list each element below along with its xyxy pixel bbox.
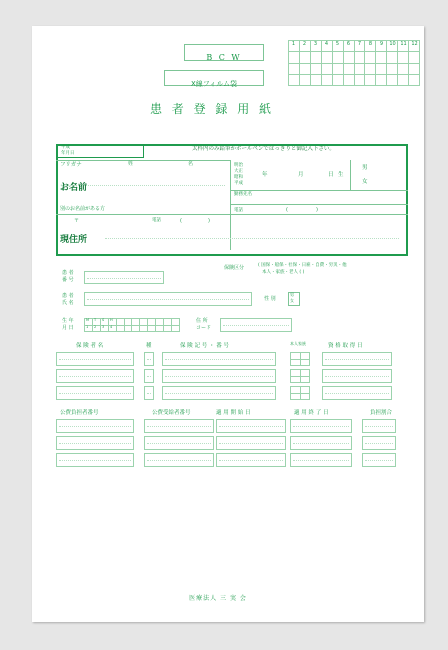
pub-header-start: 適 用 開 始 日 — [216, 410, 251, 416]
phone2-open: ( — [180, 218, 182, 224]
furigana-label: フリガナ — [60, 162, 82, 168]
pub-row-2-ratio[interactable] — [362, 436, 396, 450]
pub-row-2-recipient[interactable] — [144, 436, 214, 450]
dob-num-2: 2 — [94, 325, 97, 329]
ins-row-2-relation[interactable] — [290, 369, 310, 383]
era-taisho: 大正 — [234, 169, 243, 174]
pub-row-1-payer[interactable] — [56, 419, 134, 433]
grid-num: 1 — [291, 41, 296, 47]
name-label: お名前 — [60, 183, 88, 193]
grid-num: 9 — [379, 41, 384, 47]
phone2-close: ) — [208, 218, 210, 224]
pub-row-3-recipient[interactable] — [144, 453, 214, 467]
month-label: 月 — [298, 172, 304, 178]
insurance-types-2: 本人・家族・老人 ( ) — [262, 270, 305, 275]
dob-num-1: 1 — [86, 325, 89, 329]
ins-row-3-number[interactable] — [162, 386, 276, 400]
patient-name-label-1: 患 者 — [62, 293, 74, 299]
xray-film-box — [164, 70, 264, 86]
patient-no-label-1: 患 者 — [62, 270, 74, 276]
ins-header-relation: 本人家族 — [290, 341, 306, 346]
pub-header-ratio: 負担割合 — [370, 410, 393, 416]
ins-row-3-relation[interactable] — [290, 386, 310, 400]
dob-num-4: 4 — [110, 325, 113, 329]
postal-label: 〒 — [74, 218, 80, 224]
patient-no-label-2: 番 号 — [62, 277, 74, 283]
registration-form — [32, 26, 424, 622]
dob-label-1: 生 年 — [62, 318, 74, 324]
ins-row-2-acquired[interactable] — [322, 369, 392, 383]
sex-male: 男 — [290, 292, 294, 297]
phone2-label: 電話 — [152, 218, 161, 223]
ins-header-type: 種 — [146, 343, 152, 349]
grid-num: 12 — [411, 41, 418, 47]
grid-num: 2 — [302, 41, 307, 47]
era-heisei: 平成 — [234, 181, 243, 186]
female-label[interactable]: 女 — [362, 179, 368, 185]
dob-label-2: 月 日 — [62, 325, 74, 331]
grid-num: 4 — [324, 41, 329, 47]
male-label[interactable]: 男 — [362, 165, 368, 171]
sex-label: 性 別 — [264, 296, 276, 302]
ins-row-1-acquired[interactable] — [322, 352, 392, 366]
address-code-label-1: 住 所 — [196, 318, 208, 324]
sei-label: 姓 — [128, 161, 134, 167]
patient-no-field[interactable] — [84, 271, 164, 284]
date-ymd: 年月日 — [61, 151, 75, 156]
grid-num: 10 — [389, 41, 396, 47]
pub-row-1-ratio[interactable] — [362, 419, 396, 433]
phone1-label: 電話 — [234, 208, 243, 213]
dob-num-3: 3 — [102, 325, 105, 329]
pub-row-2-payer[interactable] — [56, 436, 134, 450]
patient-name-label-2: 氏 名 — [62, 300, 74, 306]
pub-row-3-start[interactable] — [216, 453, 286, 467]
grid-num: 7 — [357, 41, 362, 47]
address-code-field[interactable] — [220, 318, 292, 332]
pub-row-3-ratio[interactable] — [362, 453, 396, 467]
date-era: 平成 — [61, 145, 70, 150]
grid-num: 5 — [335, 41, 340, 47]
footer-org: 医療法人 三 実 会 — [189, 595, 247, 602]
day-label: 日 — [328, 172, 334, 178]
ins-row-2-number[interactable] — [162, 369, 276, 383]
ins-row-1-insurer[interactable] — [56, 352, 134, 366]
ins-row-2-insurer[interactable] — [56, 369, 134, 383]
dob-era-t: T — [94, 318, 97, 322]
ins-row-1-relation[interactable] — [290, 352, 310, 366]
pub-row-3-payer[interactable] — [56, 453, 134, 467]
dob-era-s: S — [102, 318, 105, 322]
address-field[interactable] — [102, 226, 402, 250]
era-showa: 昭和 — [234, 175, 243, 180]
mei-label: 名 — [188, 161, 194, 167]
pub-header-recipient: 公費受給者番号 — [152, 410, 191, 416]
pub-header-end: 適 用 終 了 日 — [294, 410, 329, 416]
dob-era-m: M — [86, 318, 90, 322]
ins-header-number: 保 険 記 号 ・ 番 号 — [180, 343, 229, 349]
phone1-close: ) — [316, 207, 318, 213]
grid-num: 3 — [313, 41, 318, 47]
name-field[interactable] — [58, 170, 228, 200]
ins-row-3-type[interactable] — [144, 386, 154, 400]
ins-header-acquired: 資 格 取 得 日 — [328, 343, 363, 349]
ins-row-1-number[interactable] — [162, 352, 276, 366]
alias-label: 別のお名前がある方 — [60, 206, 106, 212]
ins-header-insurer: 保 険 者 名 — [76, 343, 104, 349]
pub-row-2-start[interactable] — [216, 436, 286, 450]
birth-label: 生 — [338, 172, 344, 178]
ins-row-3-acquired[interactable] — [322, 386, 392, 400]
bcw-label: B C W — [206, 53, 242, 62]
ins-row-1-type[interactable] — [144, 352, 154, 366]
insurance-type-label: 保険区分 — [224, 265, 245, 271]
pub-row-1-recipient[interactable] — [144, 419, 214, 433]
ins-row-2-type[interactable] — [144, 369, 154, 383]
address-label: 現住所 — [60, 235, 88, 245]
grid-num: 8 — [368, 41, 373, 47]
address-code-label-2: コード — [196, 325, 212, 331]
grid-num: 11 — [400, 41, 407, 47]
grid-numbers — [288, 42, 420, 50]
dob-grid[interactable] — [84, 318, 180, 332]
sex-female: 女 — [290, 298, 294, 303]
ins-row-3-insurer[interactable] — [56, 386, 134, 400]
form-title: 患 者 登 録 用 紙 — [149, 102, 275, 116]
pub-row-2-end[interactable] — [290, 436, 352, 450]
pub-row-1-end[interactable] — [290, 419, 352, 433]
xray-film-label: X線フィルム袋 — [191, 80, 237, 88]
grid-num: 6 — [346, 41, 351, 47]
bcw-box — [184, 44, 264, 61]
phone1-open: ( — [286, 207, 288, 213]
era-meiji: 明治 — [234, 163, 243, 168]
pub-row-1-start[interactable] — [216, 419, 286, 433]
dob-era-h: H — [110, 318, 113, 322]
workplace-label: 勤務先名 — [234, 192, 252, 197]
notice-text: 太枠内のみ鉛筆かボールペンではっきりと御記入下さい。 — [192, 146, 335, 152]
year-label: 年 — [262, 172, 268, 178]
insurance-types: ( 国保・船保・社保・日雇・自費・労災・他 — [258, 263, 347, 268]
pub-header-payer: 公費負担者番号 — [60, 410, 99, 416]
patient-name-field[interactable] — [84, 292, 252, 306]
pub-row-3-end[interactable] — [290, 453, 352, 467]
